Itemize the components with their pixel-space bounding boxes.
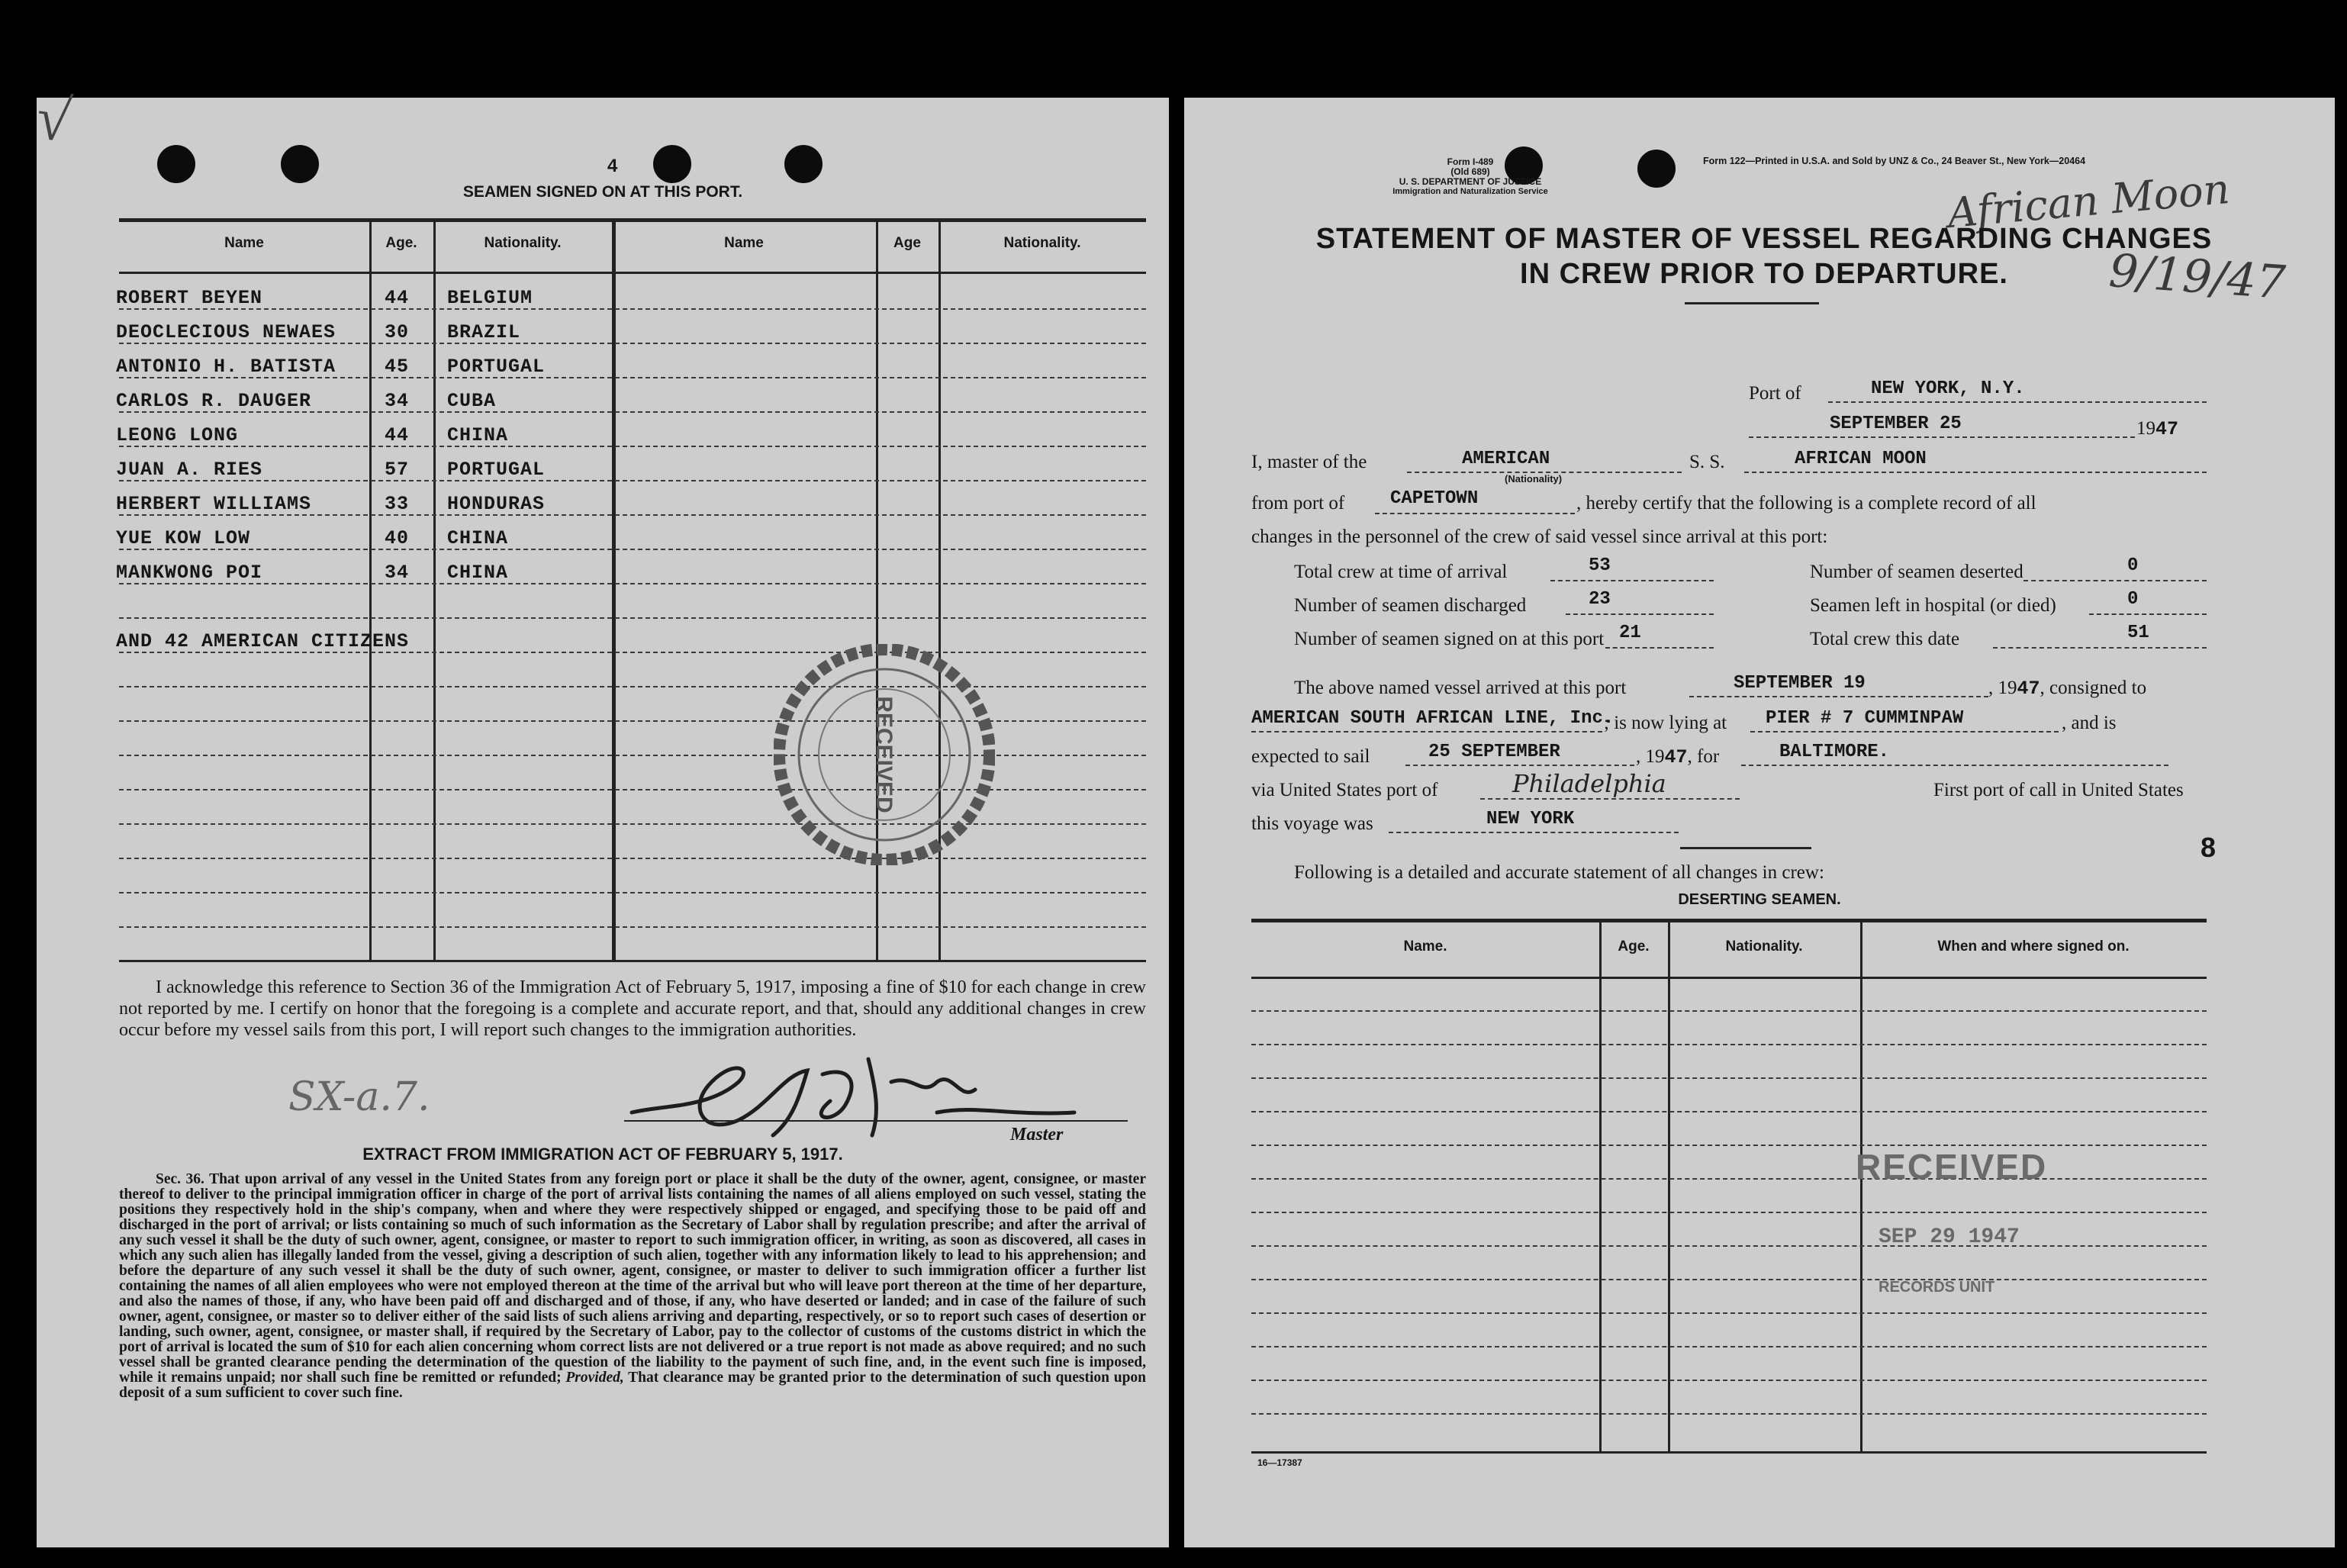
vessel-line bbox=[1744, 472, 2207, 473]
seaman-name: MANKWONG POI bbox=[116, 562, 263, 584]
table-top-rule bbox=[119, 218, 1146, 222]
deserting-header-name: Name. bbox=[1403, 939, 1447, 955]
extract-paragraph bbox=[119, 1172, 1146, 1401]
arrived-year-label: , 1947, consigned to bbox=[1988, 678, 2147, 700]
seaman-name: ROBERT BEYEN bbox=[116, 287, 263, 309]
side-number: 8 bbox=[2201, 832, 2217, 863]
seaman-age: 34 bbox=[385, 562, 410, 584]
row-rule bbox=[1251, 1346, 2207, 1347]
voyage-label: this voyage was bbox=[1251, 813, 1373, 834]
seaman-nationality: CHINA bbox=[447, 527, 509, 549]
page-number: 4 bbox=[607, 156, 618, 176]
voyage-line bbox=[1389, 832, 1679, 833]
extract-title: EXTRACT FROM IMMIGRATION ACT OF FEBRUARY 5, 1917. bbox=[362, 1145, 843, 1164]
stat-line bbox=[1550, 580, 1714, 581]
american-citizens-line: AND 42 AMERICAN CITIZENS bbox=[116, 630, 410, 652]
handwritten-date: 9/19/47 bbox=[2107, 244, 2287, 310]
header-age-2: Age bbox=[893, 235, 921, 251]
extract-provided: Provided, bbox=[565, 1370, 624, 1386]
port-label: Port of bbox=[1749, 383, 1801, 404]
column-divider bbox=[369, 221, 372, 960]
from-port-line bbox=[1375, 513, 1575, 514]
row-rule bbox=[119, 617, 1146, 619]
year-label bbox=[2136, 418, 2178, 440]
from-port-value: CAPETOWN bbox=[1390, 488, 1479, 509]
row-rule bbox=[119, 583, 1146, 584]
pier-line bbox=[1750, 731, 2059, 732]
handwritten-ship-name: African Moon bbox=[1945, 164, 2232, 238]
punch-hole bbox=[1637, 150, 1676, 188]
deserting-header-rule bbox=[1251, 977, 2207, 979]
seaman-age: 45 bbox=[385, 356, 410, 378]
signature-line bbox=[624, 1120, 1128, 1122]
header-age: Age. bbox=[385, 235, 417, 251]
section-rule bbox=[1680, 847, 1811, 849]
acknowledgment-paragraph: I acknowledge this reference to Section 36 of the Immigration Act of February 5, 1917, imposing a fine of $10 for each change in crew not reported by me. I certify on honor that the foregoing is a complete and accurate report, and that, should any additional changes in crew occur before my vessel sails from this port, I will report such changes to the immigration authorities. bbox=[119, 977, 1146, 1040]
column-divider bbox=[1668, 920, 1670, 1451]
year-value: 47 bbox=[2155, 418, 2179, 440]
seaman-age: 44 bbox=[385, 424, 410, 446]
column-divider bbox=[612, 221, 616, 960]
ss-label: S. S. bbox=[1689, 452, 1725, 472]
table-header-rule bbox=[119, 272, 1146, 274]
port-value: NEW YORK, N.Y. bbox=[1871, 378, 2025, 399]
stat-value: 0 bbox=[2127, 555, 2139, 576]
stat-line bbox=[1605, 647, 1714, 649]
via-value: Philadelphia bbox=[1512, 769, 1666, 798]
stat-label: Total crew this date bbox=[1810, 629, 1960, 649]
master-label: Master bbox=[1010, 1125, 1064, 1145]
vessel-value: AFRICAN MOON bbox=[1795, 449, 1927, 469]
column-divider bbox=[1599, 920, 1602, 1451]
destination-line bbox=[1741, 765, 2168, 766]
department: U. S. DEPARTMENT OF JUSTICE bbox=[1399, 176, 1542, 187]
title-line-1: STATEMENT OF MASTER OF VESSEL REGARDING CHANGES bbox=[1315, 223, 2213, 255]
deserting-header-when-where: When and where signed on. bbox=[1937, 939, 2130, 955]
via-label: via United States port of bbox=[1251, 780, 1438, 800]
old-form-number: (Old 689) bbox=[1450, 166, 1490, 177]
via-line bbox=[1480, 798, 1740, 800]
row-rule bbox=[119, 446, 1146, 447]
row-rule bbox=[1251, 1279, 2207, 1280]
punch-hole bbox=[281, 145, 319, 183]
nationality-value: AMERICAN bbox=[1462, 449, 1550, 469]
seaman-nationality: PORTUGAL bbox=[447, 356, 546, 378]
seaman-age: 34 bbox=[385, 390, 410, 412]
seaman-age: 40 bbox=[385, 527, 410, 549]
extract-section: Sec. 36. bbox=[156, 1171, 204, 1187]
header-nationality: Nationality. bbox=[484, 235, 562, 251]
seaman-name: HERBERT WILLIAMS bbox=[116, 493, 312, 515]
title-underline bbox=[1685, 302, 1819, 304]
certify-text: , hereby certify that the following is a complete record of all bbox=[1576, 493, 2036, 514]
deserting-top-rule bbox=[1251, 919, 2207, 922]
stat-line bbox=[1993, 647, 2207, 649]
punch-hole bbox=[157, 145, 195, 183]
consigned-to: consigned to bbox=[2049, 678, 2147, 698]
for-label: , for bbox=[1687, 746, 1720, 767]
round-stamp-text: RECEIVED bbox=[871, 696, 897, 813]
seaman-age: 57 bbox=[385, 459, 410, 481]
right-page bbox=[1184, 98, 2335, 1547]
sail-value: 25 SEPTEMBER bbox=[1428, 742, 1560, 762]
lying-at-label: ; is now lying at bbox=[1604, 713, 1727, 733]
row-rule bbox=[1251, 1312, 2207, 1314]
seaman-name: ANTONIO H. BATISTA bbox=[116, 356, 336, 378]
seaman-nationality: HONDURAS bbox=[447, 493, 546, 515]
arrived-value: SEPTEMBER 19 bbox=[1734, 673, 1866, 694]
stat-value: 51 bbox=[2127, 623, 2149, 643]
received-date: SEP 29 1947 bbox=[1879, 1225, 2020, 1249]
form-header bbox=[1375, 157, 1566, 197]
port-line bbox=[1828, 401, 2207, 403]
seaman-nationality: CHINA bbox=[447, 424, 509, 446]
first-port-label: First port of call in United States bbox=[1933, 780, 2184, 800]
seaman-name: YUE KOW LOW bbox=[116, 527, 251, 549]
seaman-age: 44 bbox=[385, 287, 410, 309]
row-rule bbox=[1251, 1077, 2207, 1079]
consignee-line bbox=[1251, 731, 1602, 732]
seamen-signed-title: SEAMEN SIGNED ON AT THIS PORT. bbox=[462, 183, 743, 201]
deserting-title: DESERTING SEAMEN. bbox=[1678, 891, 1841, 908]
left-page bbox=[32, 84, 1169, 1547]
seaman-name: DEOCLECIOUS NEWAES bbox=[116, 321, 336, 343]
stat-label: Number of seamen signed on at this port bbox=[1294, 629, 1605, 649]
following-text: Following is a detailed and accurate statement of all changes in crew: bbox=[1294, 862, 1824, 883]
seaman-nationality: PORTUGAL bbox=[447, 459, 546, 481]
form-number: Form I-489 bbox=[1447, 156, 1494, 167]
round-received-stamp bbox=[774, 644, 995, 865]
row-rule bbox=[119, 926, 1146, 928]
voyage-value: NEW YORK bbox=[1486, 809, 1575, 829]
stat-value: 23 bbox=[1589, 589, 1611, 610]
stat-line bbox=[2089, 613, 2207, 615]
row-rule bbox=[1251, 1413, 2207, 1415]
certify-text-2: changes in the personnel of the crew of said vessel since arrival at this port: bbox=[1251, 526, 1828, 547]
punch-hole bbox=[653, 145, 691, 183]
row-rule bbox=[1251, 1145, 2207, 1146]
stat-value: 0 bbox=[2127, 589, 2139, 610]
row-rule bbox=[1251, 1111, 2207, 1112]
received-stamp: RECEIVED bbox=[1856, 1147, 2048, 1186]
date-line bbox=[1749, 436, 2135, 438]
header-name: Name bbox=[224, 235, 264, 251]
deserting-header-nationality: Nationality. bbox=[1725, 939, 1803, 955]
extract-text: That upon arrival of any vessel in the United States from any foreign port or place it shall be the duty of the owner, agent, consignee, or master thereof to deliver to the principal immigration officer in charge of the port of arrival lists containing the names of all aliens employed on such vessel, stating the positions they respectively hold in the ship's company, when and where they were respectively shipped or engaged, and specifying those to be paid off and discharged in the port of arrival; or lists containing so much of such information as the Secretary of Labor shall by regulation prescribe; and after the arrival of any such vessel it shall be the duty of such owner, agent, consignee, or master to report to such immigration officer, in writing, as soon as discovered, all cases in which any such alien has illegally landed from the vessel, giving a description of such alien, together with any information likely to lead to his apprehension; and before the departure of any such vessel it shall be the duty of such owner, agent, consignee, or master to deliver to such immigration officer a further list containing the names of all alien employees who were not employed thereon at the time of the arrival but who will leave port thereon at the time of her departure, and also the names of those, if any, who have been paid off and discharged and of those, if any, who have deserted or landed; and in case of the failure of such owner, agent, consignee, or master so to deliver either of the said lists of such aliens arriving and departing, respectively, or so to report such cases of desertion or landing, such owner, agent, consignee, or master shall, if required by the Secretary of Labor, pay to the collector of customs of the customs district in which the port of arrival is located the sum of $10 for each alien concerning whom correct lists are not delivered or a true report is not made as above required; and no such vessel shall be granted clearance pending the determination of the question of the liability to the payment of such fine, and, in the event such fine is imposed, while it remains unpaid; nor shall such fine be remitted or refunded; bbox=[119, 1171, 1146, 1386]
seaman-age: 33 bbox=[385, 493, 410, 515]
seaman-age: 30 bbox=[385, 321, 410, 343]
stat-label: Seamen left in hospital (or died) bbox=[1810, 595, 2056, 616]
stat-line bbox=[2023, 580, 2207, 581]
year-prefix: 19 bbox=[2136, 418, 2155, 439]
arrived-label: The above named vessel arrived at this port bbox=[1294, 678, 1627, 698]
row-rule bbox=[119, 892, 1146, 893]
stat-label: Number of seamen discharged bbox=[1294, 595, 1527, 616]
sail-line bbox=[1405, 765, 1634, 766]
row-rule bbox=[119, 308, 1146, 310]
row-rule bbox=[1251, 1010, 2207, 1012]
destination-value: BALTIMORE. bbox=[1779, 742, 1890, 762]
consignee-value: AMERICAN SOUTH AFRICAN LINE, Inc. bbox=[1251, 708, 1615, 729]
seaman-name: LEONG LONG bbox=[116, 424, 239, 446]
printer-line: Form 122—Printed in U.S.A. and Sold by UNZ & Co., 24 Beaver St., New York—20464 bbox=[1703, 156, 2086, 166]
nationality-caption: (Nationality) bbox=[1505, 473, 1563, 485]
and-is-label: , and is bbox=[2062, 713, 2117, 733]
footer-code: 16—17387 bbox=[1257, 1457, 1302, 1468]
row-rule bbox=[1251, 1178, 2207, 1180]
row-rule bbox=[1251, 1212, 2207, 1213]
sail-year-label: , 1947, for bbox=[1636, 746, 1720, 768]
seaman-name: JUAN A. RIES bbox=[116, 459, 263, 481]
header-name-2: Name bbox=[724, 235, 764, 251]
arrived-year: 47 bbox=[2017, 678, 2040, 700]
sail-year: 47 bbox=[1664, 746, 1688, 768]
table-bottom-rule bbox=[119, 960, 1146, 962]
seaman-nationality: CHINA bbox=[447, 562, 509, 584]
seaman-nationality: BELGIUM bbox=[447, 287, 533, 309]
row-rule bbox=[119, 480, 1146, 481]
stat-value: 21 bbox=[1619, 623, 1641, 643]
row-rule bbox=[1251, 1044, 2207, 1045]
expected-label: expected to sail bbox=[1251, 746, 1370, 767]
row-rule bbox=[1251, 1245, 2207, 1247]
extract-end: That clearance may be granted prior to the determination of such question upon deposit of a sum sufficient to cover such fine. bbox=[119, 1370, 1147, 1401]
row-rule bbox=[1251, 1380, 2207, 1381]
header-nationality-2: Nationality. bbox=[1003, 235, 1081, 251]
arrived-line bbox=[1689, 696, 1988, 697]
check-mark: √ bbox=[32, 84, 75, 156]
received-unit: RECORDS UNIT bbox=[1879, 1279, 1995, 1296]
service: Immigration and Naturalization Service bbox=[1392, 187, 1548, 196]
stat-value: 53 bbox=[1589, 555, 1611, 576]
stat-label: Total crew at time of arrival bbox=[1294, 562, 1508, 582]
deserting-header-age: Age. bbox=[1618, 939, 1650, 955]
seaman-name: CARLOS R. DAUGER bbox=[116, 390, 312, 412]
title-line-2: IN CREW PRIOR TO DEPARTURE. bbox=[1520, 258, 2008, 290]
stat-label: Number of seamen deserted bbox=[1810, 562, 2023, 582]
punch-hole bbox=[784, 145, 823, 183]
stat-line bbox=[1566, 613, 1714, 615]
deserting-bottom-rule bbox=[1251, 1451, 2207, 1454]
from-port-label: from port of bbox=[1251, 493, 1345, 514]
handwritten-note: SX-a.7. bbox=[288, 1074, 430, 1120]
master-of-label: I, master of the bbox=[1251, 452, 1367, 472]
seaman-nationality: CUBA bbox=[447, 390, 497, 412]
seaman-nationality: BRAZIL bbox=[447, 321, 521, 343]
pier-value: PIER # 7 CUMMINPAW bbox=[1766, 708, 1964, 729]
date-value: SEPTEMBER 25 bbox=[1830, 414, 1962, 434]
row-rule bbox=[119, 549, 1146, 550]
column-divider bbox=[433, 221, 436, 960]
